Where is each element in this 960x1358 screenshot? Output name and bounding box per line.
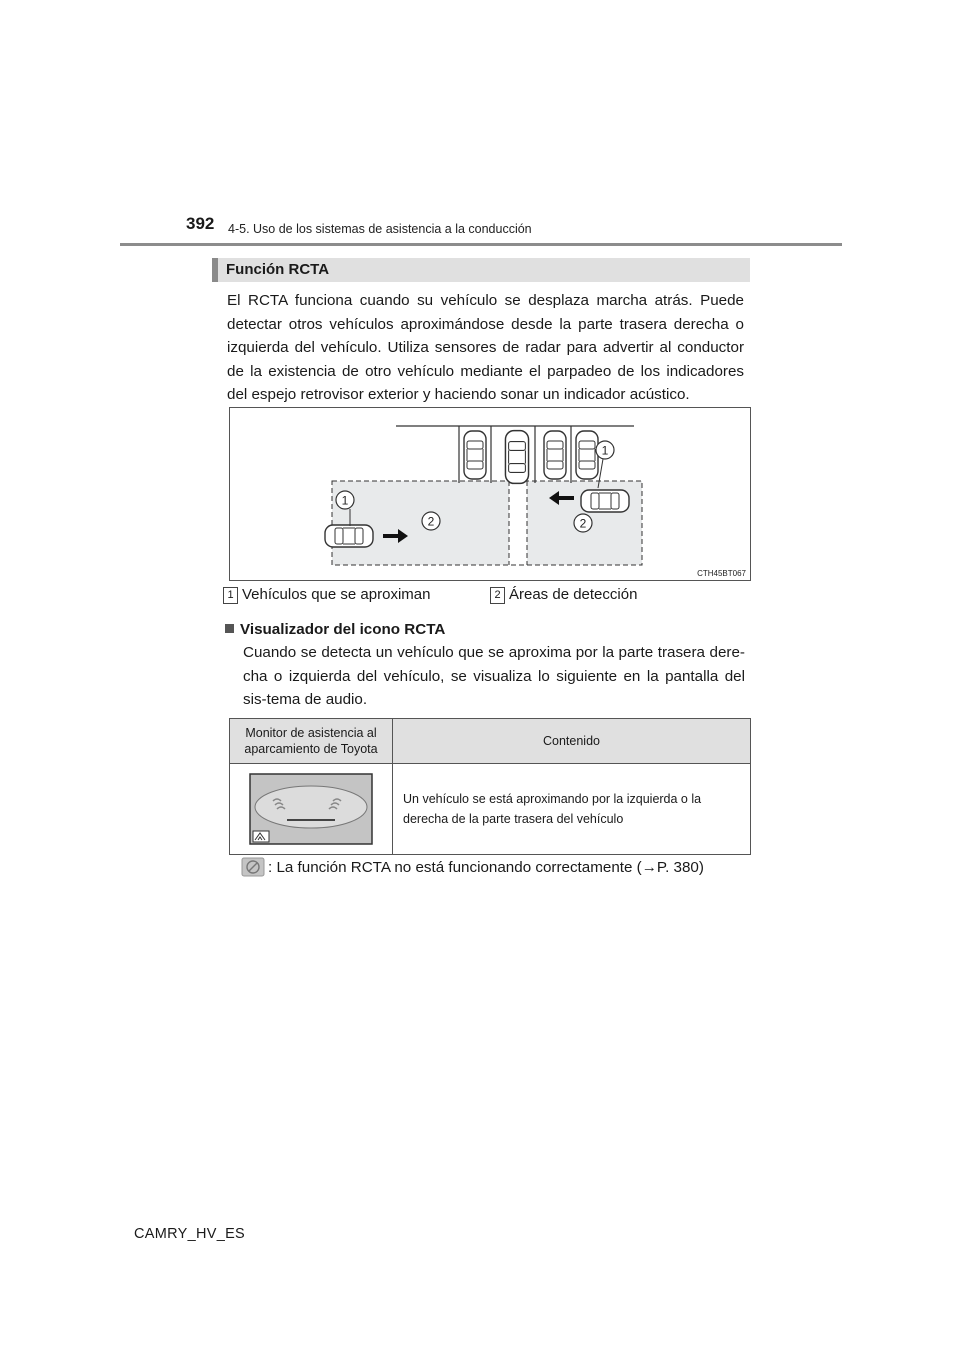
svg-text:2: 2 <box>427 514 435 529</box>
legend-text: Vehículos que se aproximan <box>242 586 431 603</box>
rcta-display-table <box>229 718 751 855</box>
figure-code: CTH45BT067 <box>697 569 746 578</box>
approaching-car-right <box>581 490 629 512</box>
table-header: Monitor de asistencia al aparcamiento de Toyota <box>230 719 393 764</box>
subsection-paragraph: Cuando se detecta un vehículo que se aproxima por la parte trasera dere-cha o izquierda del vehículo, se visualiza lo siguiente en la pantalla del sis-tema de audio. <box>243 644 745 709</box>
callout-1-right <box>596 441 614 459</box>
table-header: Contenido <box>393 719 751 764</box>
legend-number: 2 <box>490 587 505 604</box>
own-car <box>505 431 528 484</box>
svg-text:2: 2 <box>579 516 587 531</box>
rcta-diagram-svg <box>230 408 750 580</box>
table-header-row <box>230 719 751 764</box>
note-line <box>241 857 704 877</box>
rcta-display-icon <box>249 773 373 845</box>
subsection-title: Visualizador del icono RCTA <box>225 621 445 638</box>
note-text: : La función RCTA no está funcionando correctamente (→P. 380) <box>268 858 704 876</box>
approaching-car-left <box>325 525 373 547</box>
callout-1-left <box>336 491 354 509</box>
section-title: Función RCTA <box>226 261 330 278</box>
page-number: 392 <box>186 214 215 233</box>
rcta-unavailable-icon <box>241 857 265 877</box>
table-cell-content: Un vehículo se está aproximando por la izquierda o la derecha de la parte trasera del vehículo <box>393 764 751 855</box>
table-cell-icon <box>230 764 393 855</box>
bullet-square-icon <box>225 624 234 633</box>
rcta-illustration <box>229 407 751 581</box>
legend-number: 1 <box>223 587 238 604</box>
section-bar-accent <box>212 258 218 282</box>
parked-car <box>576 431 598 479</box>
callout-2-left <box>422 512 440 530</box>
legend-item-1 <box>223 586 430 604</box>
svg-text:1: 1 <box>601 443 609 458</box>
legend-item-2 <box>490 586 637 604</box>
table-row <box>230 764 751 855</box>
running-header: 4-5. Uso de los sistemas de asistencia a la conducción <box>228 222 532 236</box>
parked-car <box>544 431 566 479</box>
header-rule <box>120 243 842 246</box>
detection-area-left <box>332 481 509 565</box>
callout-2-right <box>574 514 592 532</box>
intro-paragraph: El RCTA funciona cuando su vehículo se desplaza marcha atrás. Puede detectar otros vehículos aproximándose desde la parte trasera derecha o izquierda del vehículo. Utiliza sensores de radar para advertir al conductor de la existencia de otro vehículo mediante el parpadeo de los indicadores del espejo retrovisor exterior y haciendo sonar un indicador acústico. <box>227 292 744 404</box>
svg-text:1: 1 <box>341 493 349 508</box>
document-code: CAMRY_HV_ES <box>134 1226 246 1242</box>
legend-text: Áreas de detección <box>509 586 638 603</box>
section-title-bar <box>212 258 750 282</box>
parked-car <box>464 431 486 479</box>
